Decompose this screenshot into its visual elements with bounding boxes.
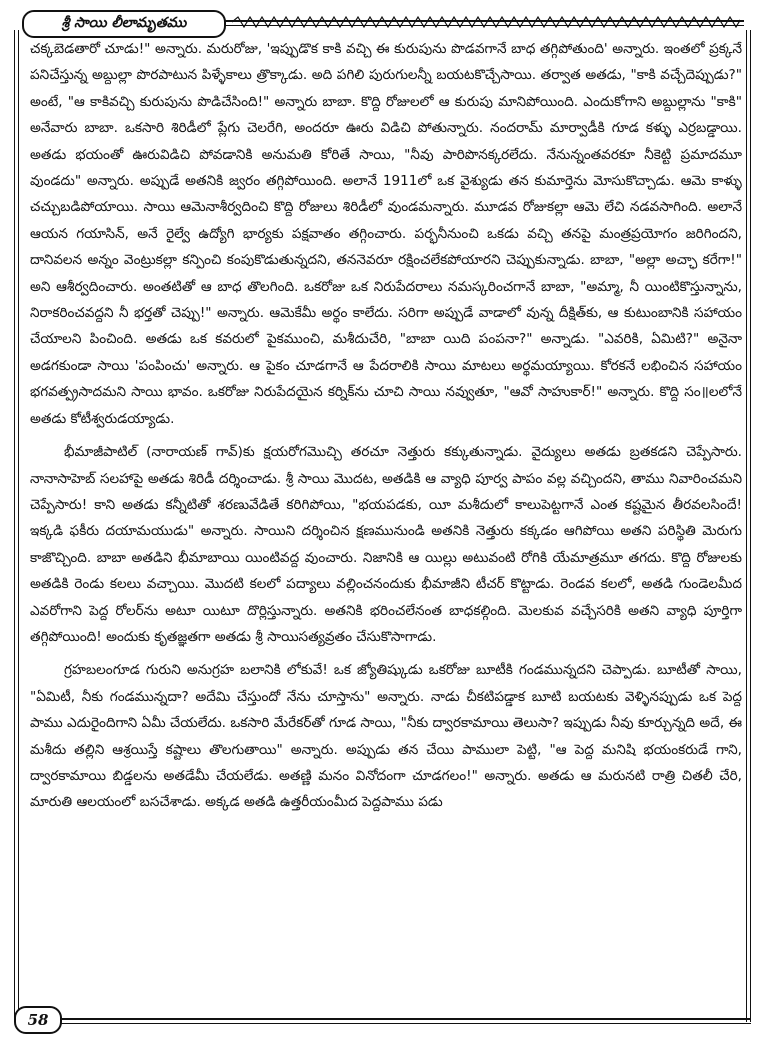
paragraph-1: చక్కబెడతారో చూడు!" అన్నారు. మరురోజు, 'ఇప్పుడొక కాకి వచ్చి ఈ కురుపును పొడవగానే బాధ తగ్గిపోతుంది' అన్నారు. ఇంతలో ప్రక్కనే పనిచేస్తున్న అబ్దుల్లా పొరపాటున పిళ్ళేకాలు త్రొక్కాడు. అది పగిలి పురుగులన్నీ బయటకొచ్చేసాయి. తర్వాత అతడు, "కాకి వచ్చేదెప్పుడు?" అంటే, "ఆ కాకివచ్చి కురుపును పొడిచేసింది!" అన్నారు బాబా. కొద్ది రోజులలో ఆ కురుపు మానిపోయింది. ఎందుకోగాని అబ్దుల్లాను "కాకి" అనేవారు బాబా. ఒకసారి శిరిడీలో ప్లేగు చెలరేగి, అందరూ ఊరు విడిచి పోతున్నారు. నందరామ్ మార్వాడీకి గూడ కళ్ళు ఎర్రబడ్డాయి. అతడు భయంతో ఊరువిడిచి పోవడానికి అనుమతి కోరితే సాయి, "నీవు పారిపొనక్కరలేదు. నేనున్నంతవరకూ నీకెట్టి ప్రమాదమూ వుండదు" అన్నారు. అప్పుడే అతనికి జ్వరం తగ్గిపోయింది. అలానే 1911లో ఒక వైశ్యుడు తన కుమార్తెను మోసుకొచ్చాడు. ఆమె కాళ్ళు చచ్చుబడిపోయాయి. సాయి ఆమెనాశీర్వదించి కొద్ది రోజులు శిరిడీలో వుండమన్నారు. మూడవ రోజుకల్లా ఆమె లేచి నడవసాగింది. అలానే ఆయన గయాసిన్, అనే రైల్వే ఉద్యోగి భార్యకు పక్షవాతం తగ్గించారు. పర్భనీనుంచి ఒకడు వచ్చి తనపై మంత్రప్రయోగం జరిగిందని, దానివలన అన్నం వెంట్రుకల్లా కన్పించి కంపుకొడుతున్నదని, తననెవరూ రక్షించలేకపోయారని చెప్పుకున్నాడు. బాబా, "అల్లా అచ్ఛా కరేగా!" అని ఆశీర్వదించారు. అంతటితో ఆ బాధ తొలగింది. ఒకరోజు ఒక నిరుపేదరాలు నమస్కరించగానే బాబా, "అమ్మా, నీ యింటికొస్తున్నాను, నిరాకరించవద్దని నీ భర్తతో చెప్పు!" అన్నారు. ఆమెకేమీ అర్థం కాలేదు. సరిగా అప్పుడే వాడాలో వున్న దీక్షిత్‌కు, ఆ కుటుంబానికి సహాయం చేయాలని పించింది. అతడు ఒక కవరులో పైకముంచి, మశీదుచేరి, "బాబా యిది పంపనా?" అన్నాడు. "ఎవరికి, ఏమిటి?" అనైనా అడగకుండా సాయి 'పంపించు' అన్నారు. ఆ పైకం చూడగానే ఆ పేదరాలికి సాయి మాటలు అర్థమయ్యాయి. కోరకనే లభించిన సహాయం భగవత్ప్రసాదమని సాయి భావం. ఒకరోజు నిరుపేదయైన కర్నిక్‌ను చూచి సాయి నవ్వుతూ, "ఆవో సాహుకార్!" అన్నారు. కొద్ది సం॥లలోనే అతడు కోటీశ్వరుడయ్యాడు.	[30, 41, 742, 427]
page-footer	[14, 1006, 751, 1036]
zigzag-ornament-icon	[232, 15, 740, 28]
left-border	[14, 30, 19, 1022]
paragraph-2: భీమాజీపాటిల్ (నారాయణ్ గావ్)కు క్షయరోగమొచ్చి తరచూ నెత్తురు కక్కుతున్నాడు. వైద్యులు అతడు బ్రతకడని చెప్పేసారు. నానాసాహెబ్ సలహాపై అతడు శిరిడీ దర్శించాడు. శ్రీ సాయి మొదట, అతడికి ఆ వ్యాధి పూర్వ పాపం వల్ల వచ్చిందని, తాము నివారించమని చెప్పేసారు! కాని అతడు కన్నీటితో శరణువేడితే కరిగిపోయి, "భయపడకు, యీ మశీదులో కాలుపెట్టగానే ఎంత కష్టమైన తీరవలసిందే! ఇక్కడి ఫకీరు దయామయుడు" అన్నారు. సాయిని దర్శించిన క్షణమునుండి అతనికి నెత్తురు కక్కడం ఆగిపోయి అతని పరిస్థితి మెరుగు కాజొచ్చింది. బాబా అతడిని భీమాబాయి యింటివద్ద వుంచారు. నిజానికి ఆ యిల్లు అటువంటి రోగికి యేమాత్రమూ తగదు. కొద్ది రోజులకు అతడికి రెండు కలలు వచ్చాయి. మొదటి కలలో పద్యాలు వల్లించనందుకు భీమాజీని టీచర్ కొట్టాడు. రెండవ కలలో, అతడి గుండెలమీద ఎవరోగాని పెద్ద రోలర్‌ను అటూ యిటూ దొర్లిస్తున్నారు. అతనికి భరించలేనంత బాధకల్గింది. మెలకువ వచ్చేసరికి అతని వ్యాధి పూర్తిగా తగ్గిపోయింది! అందుకు కృతజ్ఞతగా అతడు శ్రీ సాయిసత్యవ్రతం చేసుకొసాగాడు.	[30, 444, 742, 645]
header-ornament	[232, 14, 740, 28]
book-title-badge	[22, 10, 226, 38]
right-border	[746, 30, 751, 1022]
page-body	[30, 36, 742, 816]
book-title: శ్రీ సాయి లీలామృతము	[61, 14, 187, 31]
paragraph-3: గ్రహబలంగూడ గురుని అనుగ్రహ బలానికి లోకువే! ఒక జ్యోతిష్కుడు ఒకరోజు బూటీకి గండమున్నదని చెప్పాడు. బూటీతో సాయి, "ఏమిటీ, నీకు గండమున్నదా? అదేమి చేస్తుందో నేను చూస్తాను" అన్నారు. నాడు చీకటిపడ్డాక బూటి బయటకు వెళ్ళినప్పుడు ఒక పెద్ద పాము ఎదురైందిగాని ఏమీ చేయలేదు. ఒకసారి మేరేకర్‌తో గూడ సాయి, "నీకు ద్వారకామాయి తెలుసా? ఇప్పుడు నీవు కూర్చున్నది అదే, ఈ మశీదు తల్లిని ఆశ్రయిస్తే కష్టాలు తొలగుతాయి" అన్నారు. అప్పుడు తన చేయి పాములా పెట్టి, "ఆ పెద్ద మనిషి భయంకరుడే గాని, ద్వారకామాయి బిడ్డలను అతడేమీ చేయలేడు. అతణ్ణి మనం వినోదంగా చూడగలం!" అన్నారు. అతడు ఆ మరునటి రాత్రి చితలీ చేరి, మారుతి ఆలయంలో బసచేశాడు. అక్కడ అతడి ఉత్తరీయంమీద పెద్దపాము పడు	[30, 662, 742, 811]
footer-rule	[60, 1018, 751, 1024]
page-number: 58	[27, 1011, 49, 1029]
page-header	[22, 6, 744, 36]
page-number-badge	[14, 1006, 62, 1034]
